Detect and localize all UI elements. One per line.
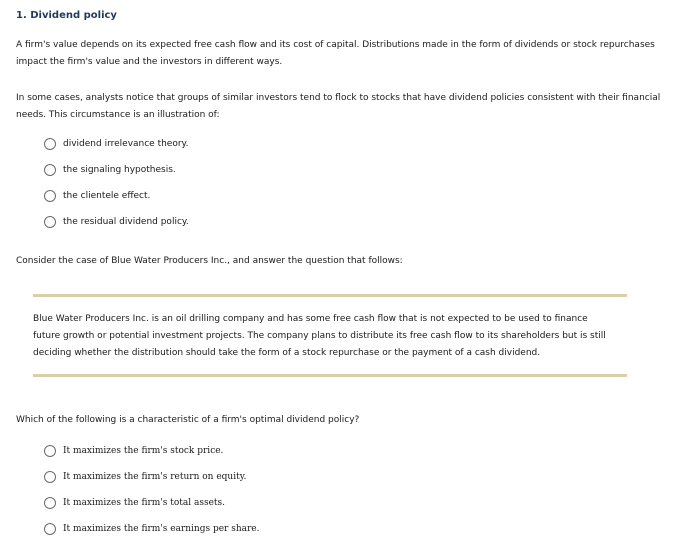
option-label: It maximizes the firm's return on equity.: [63, 472, 247, 482]
question-2-option[interactable]: [44, 490, 259, 516]
option-label: It maximizes the firm's stock price.: [63, 446, 224, 456]
radio-button-icon[interactable]: [44, 138, 56, 150]
radio-button-icon[interactable]: [44, 445, 56, 457]
radio-button-icon[interactable]: [44, 523, 56, 535]
question-2-option[interactable]: [44, 464, 259, 490]
question-1-options: [44, 131, 189, 235]
radio-button-icon[interactable]: [44, 471, 56, 483]
question-1-option[interactable]: [44, 131, 189, 157]
question-2-options: [44, 438, 259, 542]
option-label: It maximizes the firm's total assets.: [63, 498, 226, 508]
option-label: the residual dividend policy.: [63, 217, 189, 227]
page-title: 1. Dividend policy: [16, 10, 117, 21]
question-1-prompt: In some cases, analysts notice that groups of similar investors tend to flock to stocks that have dividend policies consistent with their financial needs. This circumstance is an illustration of:: [16, 93, 661, 120]
radio-button-icon[interactable]: [44, 164, 56, 176]
divider-bottom: [33, 374, 627, 377]
question-2-option[interactable]: [44, 438, 259, 464]
option-label: the clientele effect.: [63, 191, 151, 201]
divider-top: [33, 294, 627, 297]
case-intro: Consider the case of Blue Water Producers Inc., and answer the question that follows:: [16, 256, 403, 266]
question-1-option[interactable]: [44, 183, 189, 209]
option-label: It maximizes the firm's earnings per share.: [63, 524, 260, 534]
option-label: dividend irrelevance theory.: [63, 139, 189, 149]
radio-button-icon[interactable]: [44, 216, 56, 228]
question-1-option[interactable]: [44, 157, 189, 183]
intro-paragraph: A firm's value depends on its expected free cash flow and its cost of capital. Distributions made in the form of dividends or stock repurchases impact the firm's value and the investors in different ways.: [16, 40, 655, 67]
question-2-prompt: Which of the following is a characteristic of a firm's optimal dividend policy?: [16, 415, 360, 425]
question-2-option[interactable]: [44, 516, 259, 542]
radio-button-icon[interactable]: [44, 190, 56, 202]
question-1-option[interactable]: [44, 209, 189, 235]
radio-button-icon[interactable]: [44, 497, 56, 509]
case-box: [33, 294, 627, 378]
option-label: the signaling hypothesis.: [63, 165, 176, 175]
case-text: Blue Water Producers Inc. is an oil drilling company and has some free cash flow that is not expected to be used to finance future growth or potential investment projects. The company plans to distribute its free cash flow to its shareholders but is still deciding whether the distribution should take the form of a stock repurchase or the payment of a cash dividend.: [33, 314, 606, 358]
